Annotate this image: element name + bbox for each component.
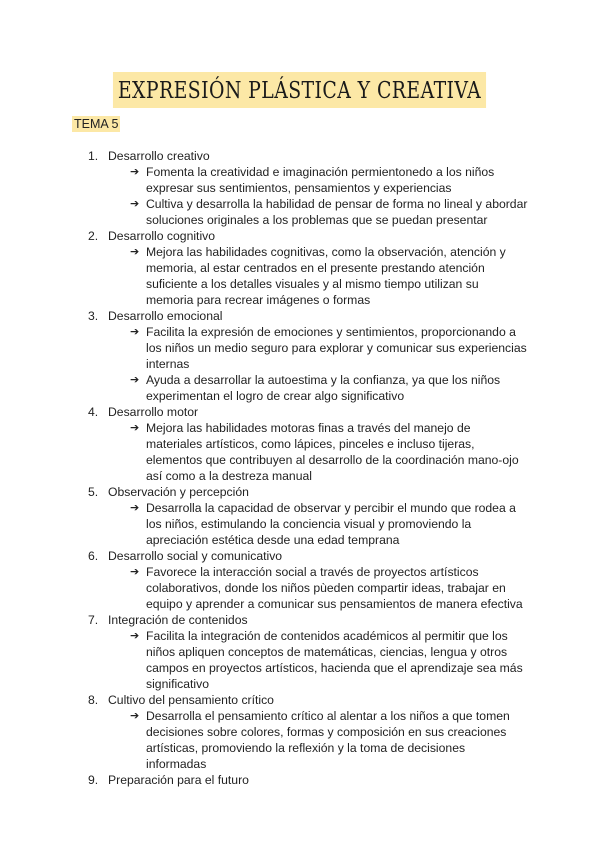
list-item [88, 404, 528, 484]
sub-list [88, 564, 528, 612]
sub-list [88, 420, 528, 484]
list-item-heading [88, 772, 528, 788]
list-item [88, 308, 528, 404]
list-item [88, 548, 528, 612]
arrow-right-icon: ➔ [130, 246, 140, 258]
sub-list [88, 708, 528, 772]
arrow-right-icon: ➔ [130, 710, 140, 722]
list-item-label: Integración de contenidos [108, 613, 248, 627]
sub-list-item-text: Facilita la expresión de emociones y sentimientos, proporcionando a los niños un medio seguro para explorar y comunicar sus experiencias internas [146, 325, 527, 371]
sub-list-item [88, 324, 528, 372]
sub-list [88, 500, 528, 548]
list-item-number: 5. [88, 485, 99, 499]
list-item-number: 2. [88, 229, 99, 243]
arrow-right-icon: ➔ [130, 630, 140, 642]
list-item-heading [88, 692, 528, 708]
sub-list [88, 324, 528, 404]
arrow-right-icon: ➔ [130, 422, 140, 434]
sub-list-item [88, 196, 528, 228]
sub-list-item-text: Desarrolla la capacidad de observar y percibir el mundo que rodea a los niños, estimulando la conciencia visual y promoviendo la apreciación estética desde una edad temprana [146, 501, 516, 547]
topic-label: TEMA 5 [74, 117, 119, 131]
list-item-number: 7. [88, 613, 99, 627]
list-item-heading [88, 308, 528, 324]
sub-list-item [88, 564, 528, 612]
list-item-label: Cultivo del pensamiento crítico [108, 693, 274, 707]
arrow-right-icon: ➔ [130, 374, 140, 386]
sub-list [88, 628, 528, 692]
list-item [88, 612, 528, 692]
arrow-right-icon: ➔ [130, 566, 140, 578]
arrow-right-icon: ➔ [130, 326, 140, 338]
arrow-right-icon: ➔ [130, 198, 140, 210]
list-item-label: Preparación para el futuro [108, 773, 249, 787]
list-item-number: 6. [88, 549, 99, 563]
list-item-label: Desarrollo cognitivo [108, 229, 216, 243]
arrow-right-icon: ➔ [130, 502, 140, 514]
sub-list [88, 164, 528, 228]
title-wrapper [0, 72, 600, 108]
list-item-heading [88, 404, 528, 420]
list-item-number: 1. [88, 149, 99, 163]
list-item [88, 692, 528, 772]
sub-list-item-text: Desarrolla el pensamiento crítico al alentar a los niños a que tomen decisiones sobre colores, formas y composición en sus creaciones artísticas, promoviendo la reflexión y la toma de decisiones informadas [146, 709, 510, 771]
list-item-heading [88, 148, 528, 164]
list-item [88, 772, 528, 788]
list-item-heading [88, 484, 528, 500]
list-item-number: 8. [88, 693, 99, 707]
sub-list-item [88, 372, 528, 404]
sub-list-item-text: Cultiva y desarrolla la habilidad de pensar de forma no lineal y abordar soluciones originales a los problemas que se puedan presentar [146, 197, 528, 227]
list-item-number: 4. [88, 405, 99, 419]
list-item-number: 3. [88, 309, 99, 323]
list-item-label: Desarrollo motor [108, 405, 199, 419]
list-item-heading [88, 228, 528, 244]
sub-list-item-text: Fomenta la creatividad e imaginación permientonedo a los niños expresar sus sentimientos, pensamientos y experiencias [146, 165, 495, 195]
sub-list-item-text: Mejora las habilidades motoras finas a través del manejo de materiales artísticos, como lápices, pinceles e incluso tijeras, elementos que contribuyen al desarrollo de la coordinación mano-ojo así como a la destreza manual [146, 421, 519, 483]
list-item-label: Observación y percepción [108, 485, 249, 499]
sub-list-item-text: Mejora las habilidades cognitivas, como la observación, atención y memoria, al estar centrados en el presente prestando atención suficiente a los detalles visuales y al mismo tiempo utilizan su memoria para recrear imágenes o formas [146, 245, 506, 307]
sub-list-item [88, 708, 528, 772]
sub-list-item [88, 628, 528, 692]
sub-list-item-text: Facilita la integración de contenidos académicos al permitir que los niños apliquen conceptos de matemáticas, ciencias, lengua y otros campos en proyectos artísticos, hacienda que el aprendizaje sea más significativo [146, 629, 523, 691]
list-item-heading [88, 548, 528, 564]
sub-list-item [88, 420, 528, 484]
list-item [88, 148, 528, 228]
list-item-label: Desarrollo emocional [108, 309, 223, 323]
list-item-label: Desarrollo social y comunicativo [108, 549, 283, 563]
list-item [88, 484, 528, 548]
sub-list-item-text: Ayuda a desarrollar la autoestima y la confianza, ya que los niños experimentan el logro de crear algo significativo [146, 373, 501, 403]
page-title: EXPRESIÓN PLÁSTICA Y CREATIVA [113, 72, 486, 108]
arrow-right-icon: ➔ [130, 166, 140, 178]
sub-list [88, 244, 528, 308]
list-item-heading [88, 612, 528, 628]
list-item-number: 9. [88, 773, 99, 787]
sub-list-item-text: Favorece la interacción social a través de proyectos artísticos colaborativos, donde los niños pùeden compartir ideas, trabajar en equipo y aprender a comunicar sus pensamientos de manera efectiva [146, 565, 523, 611]
sub-list-item [88, 244, 528, 308]
sub-list-item [88, 500, 528, 548]
sub-list-item [88, 164, 528, 196]
list-item [88, 228, 528, 308]
list-item-label: Desarrollo creativo [108, 149, 210, 163]
numbered-list [88, 148, 528, 788]
